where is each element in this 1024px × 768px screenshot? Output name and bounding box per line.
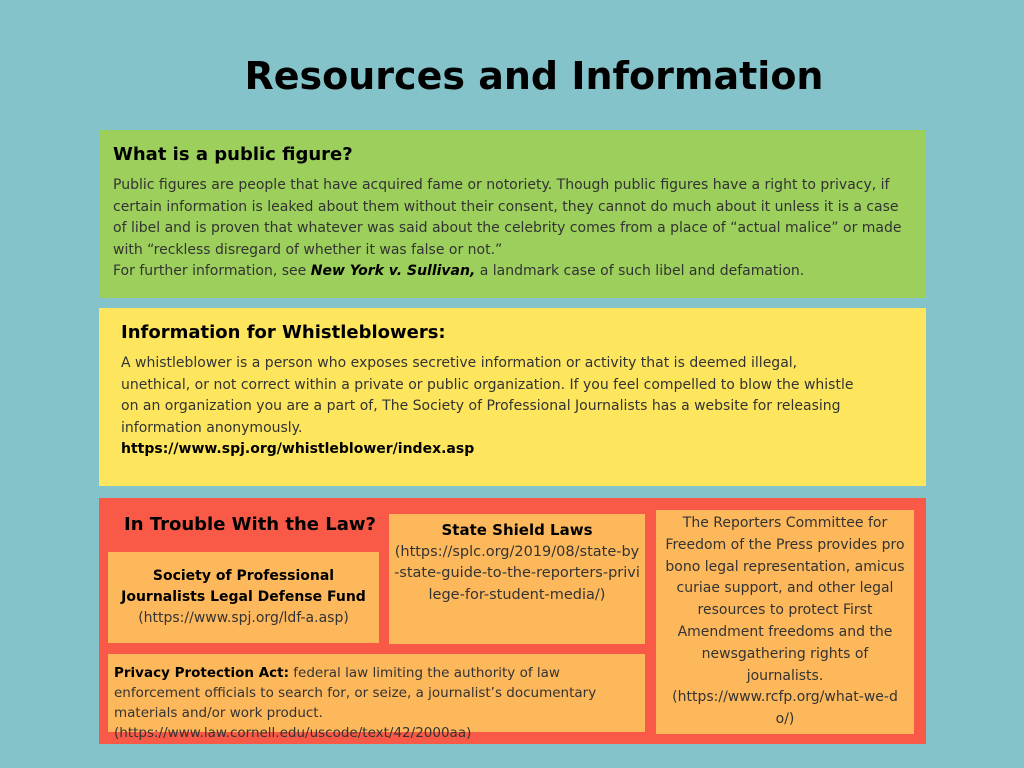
legal-heading: In Trouble With the Law? xyxy=(124,514,376,535)
whistleblowers-heading: Information for Whistleblowers: xyxy=(121,322,446,343)
shield-laws-url: (https://splc.org/2019/08/state-by-state-guide-to-the-reporters-privilege-for-student-media/) xyxy=(394,543,640,603)
shield-laws-name: State Shield Laws xyxy=(441,521,593,539)
rcfp-url: (https://www.rcfp.org/what-we-do/) xyxy=(672,689,898,728)
privacy-act-text: federal law limiting the authority of law enforcement officials to search for, or seize, a journalist’s documentary materials and/or work product. (https://www.law.cornell.edu/uscode/text/42/2000aa) xyxy=(114,665,597,741)
further-suffix: a landmark case of such libel and defamation. xyxy=(475,263,805,279)
spj-fund-url: (https://www.spj.org/ldf-a.asp) xyxy=(138,610,349,626)
state-shield-laws-card xyxy=(389,514,645,644)
public-figure-panel xyxy=(99,130,926,298)
rcfp-card xyxy=(656,510,914,734)
spj-legal-defense-fund-card xyxy=(108,552,379,643)
legal-resources-panel xyxy=(99,498,926,744)
case-name: New York v. Sullivan, xyxy=(310,263,476,279)
public-figure-body: Public figures are people that have acquired fame or notoriety. Though public figures have a right to privacy, if certain information is leaked about them without their consent, they cannot do much about it unless it is a case of libel and is proven that whatever was said about the celebrity comes from a place of “actual malice” or made with “reckless disregard of whether it was false or not.” xyxy=(113,177,902,258)
rcfp-text: The Reporters Committee for Freedom of the Press provides pro bono legal representation, amicus curiae support, and other legal resources to protect First Amendment freedoms and the newsgathering rights of journalists. xyxy=(665,515,905,684)
privacy-protection-act-card xyxy=(108,654,645,741)
spj-whistleblower-link: https://www.spj.org/whistleblower/index.asp xyxy=(121,441,475,457)
further-prefix: For further information, see xyxy=(113,263,311,279)
spj-fund-name: Society of Professional Journalists Legal Defense Fund xyxy=(121,568,366,605)
whistleblowers-body: A whistleblower is a person who exposes secretive information or activity that is deemed illegal, unethical, or not correct within a private or public organization. If you feel compelled to blow the whistle on an organization you are a part of, The Society of Professional Journalists has a website for releasing information anonymously. xyxy=(121,355,854,436)
page-title: Resources and Information xyxy=(244,54,824,98)
privacy-act-name: Privacy Protection Act: xyxy=(114,665,289,681)
public-figure-text xyxy=(113,175,912,283)
whistleblowers-panel xyxy=(99,308,926,486)
public-figure-heading: What is a public figure? xyxy=(113,144,353,165)
